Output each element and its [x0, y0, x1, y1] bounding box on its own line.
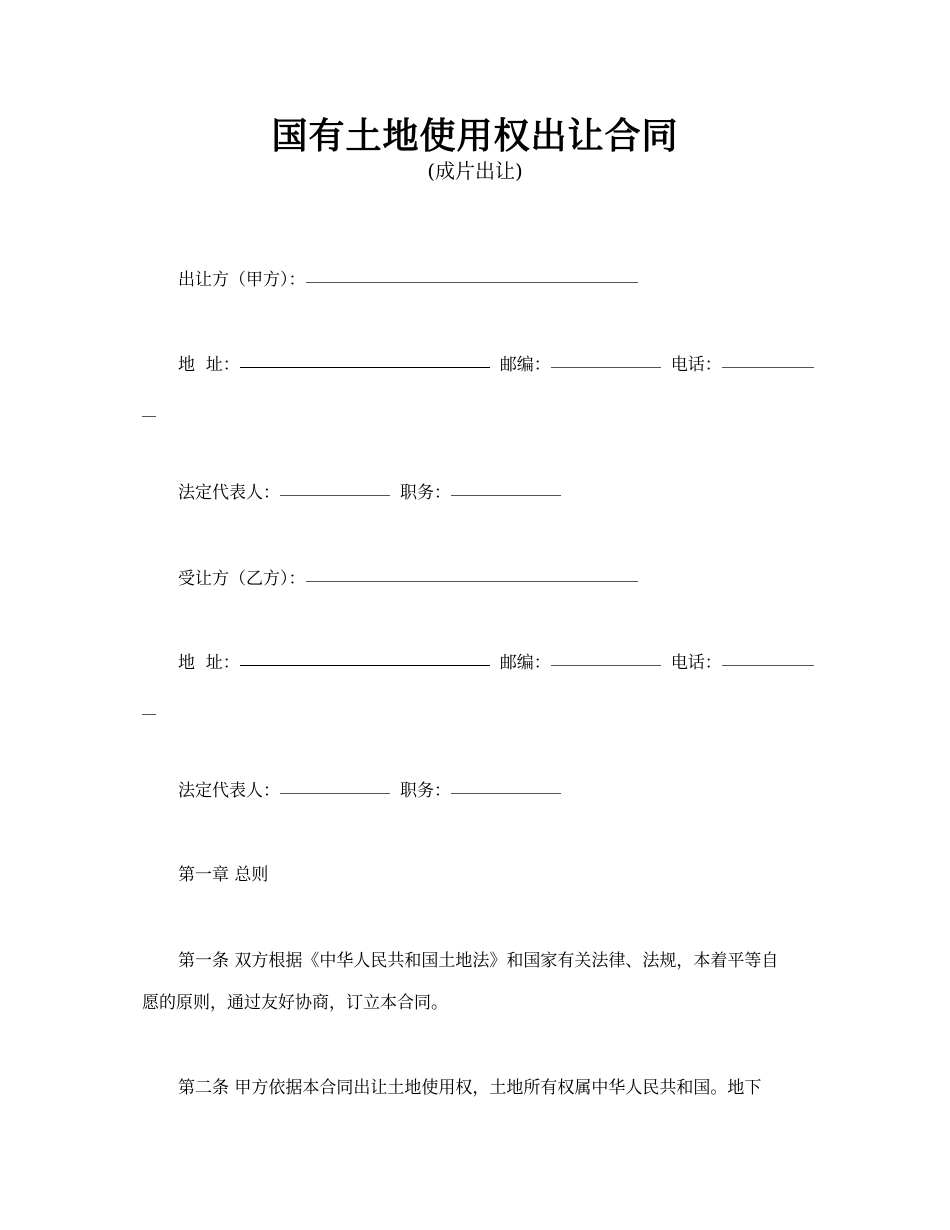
party-b-address-field[interactable]	[240, 664, 490, 666]
article-2-line-1: 第二条 甲方依据本合同出让土地使用权，土地所有权属中华人民共和国。地下	[178, 1078, 762, 1098]
party-a-postcode-field[interactable]	[551, 366, 661, 368]
party-a-label: 出让方（甲方）：	[178, 270, 306, 290]
party-a-name-field[interactable]	[306, 281, 638, 283]
party-b-postcode-label: 邮编：	[499, 653, 551, 673]
party-b-position-field[interactable]	[451, 792, 561, 794]
party-b-phone-field-continuation	[142, 714, 156, 715]
party-a-address-line	[178, 352, 814, 378]
document-title: 国有土地使用权出让合同	[271, 116, 679, 157]
party-a-position-field[interactable]	[451, 494, 561, 496]
party-a-position-label: 职务：	[400, 483, 451, 503]
party-a-address-label: 地 址：	[178, 355, 240, 375]
article-1-line-1: 第一条 双方根据《中华人民共和国土地法》和国家有关法律、法规，本着平等自	[178, 951, 779, 971]
article-1-line-2: 愿的原则，通过友好协商，订立本合同。	[142, 993, 448, 1013]
document-subtitle: (成片出让)	[427, 159, 523, 183]
party-a-phone-field[interactable]	[722, 366, 814, 368]
party-b-phone-field[interactable]	[722, 664, 814, 666]
party-b-position-label: 职务：	[400, 781, 451, 801]
chapter-1-heading: 第一章 总则	[178, 865, 269, 885]
party-a-address-field[interactable]	[240, 366, 490, 368]
party-b-label: 受让方（乙方）：	[178, 569, 306, 589]
party-b-legal-rep-label: 法定代表人：	[178, 781, 280, 801]
party-b-address-line	[178, 650, 814, 676]
party-a-legal-rep-line	[178, 480, 561, 506]
party-b-line	[178, 566, 638, 592]
party-b-postcode-field[interactable]	[551, 664, 661, 666]
party-a-legal-rep-label: 法定代表人：	[178, 483, 280, 503]
party-a-legal-rep-field[interactable]	[280, 494, 390, 496]
party-a-phone-field-continuation	[142, 416, 156, 417]
party-b-legal-rep-line	[178, 778, 561, 804]
party-a-phone-label: 电话：	[670, 355, 722, 375]
party-a-postcode-label: 邮编：	[499, 355, 551, 375]
party-a-line	[178, 267, 638, 293]
party-b-address-label: 地 址：	[178, 653, 240, 673]
party-b-phone-label: 电话：	[670, 653, 722, 673]
party-b-name-field[interactable]	[306, 580, 638, 582]
party-b-legal-rep-field[interactable]	[280, 792, 390, 794]
